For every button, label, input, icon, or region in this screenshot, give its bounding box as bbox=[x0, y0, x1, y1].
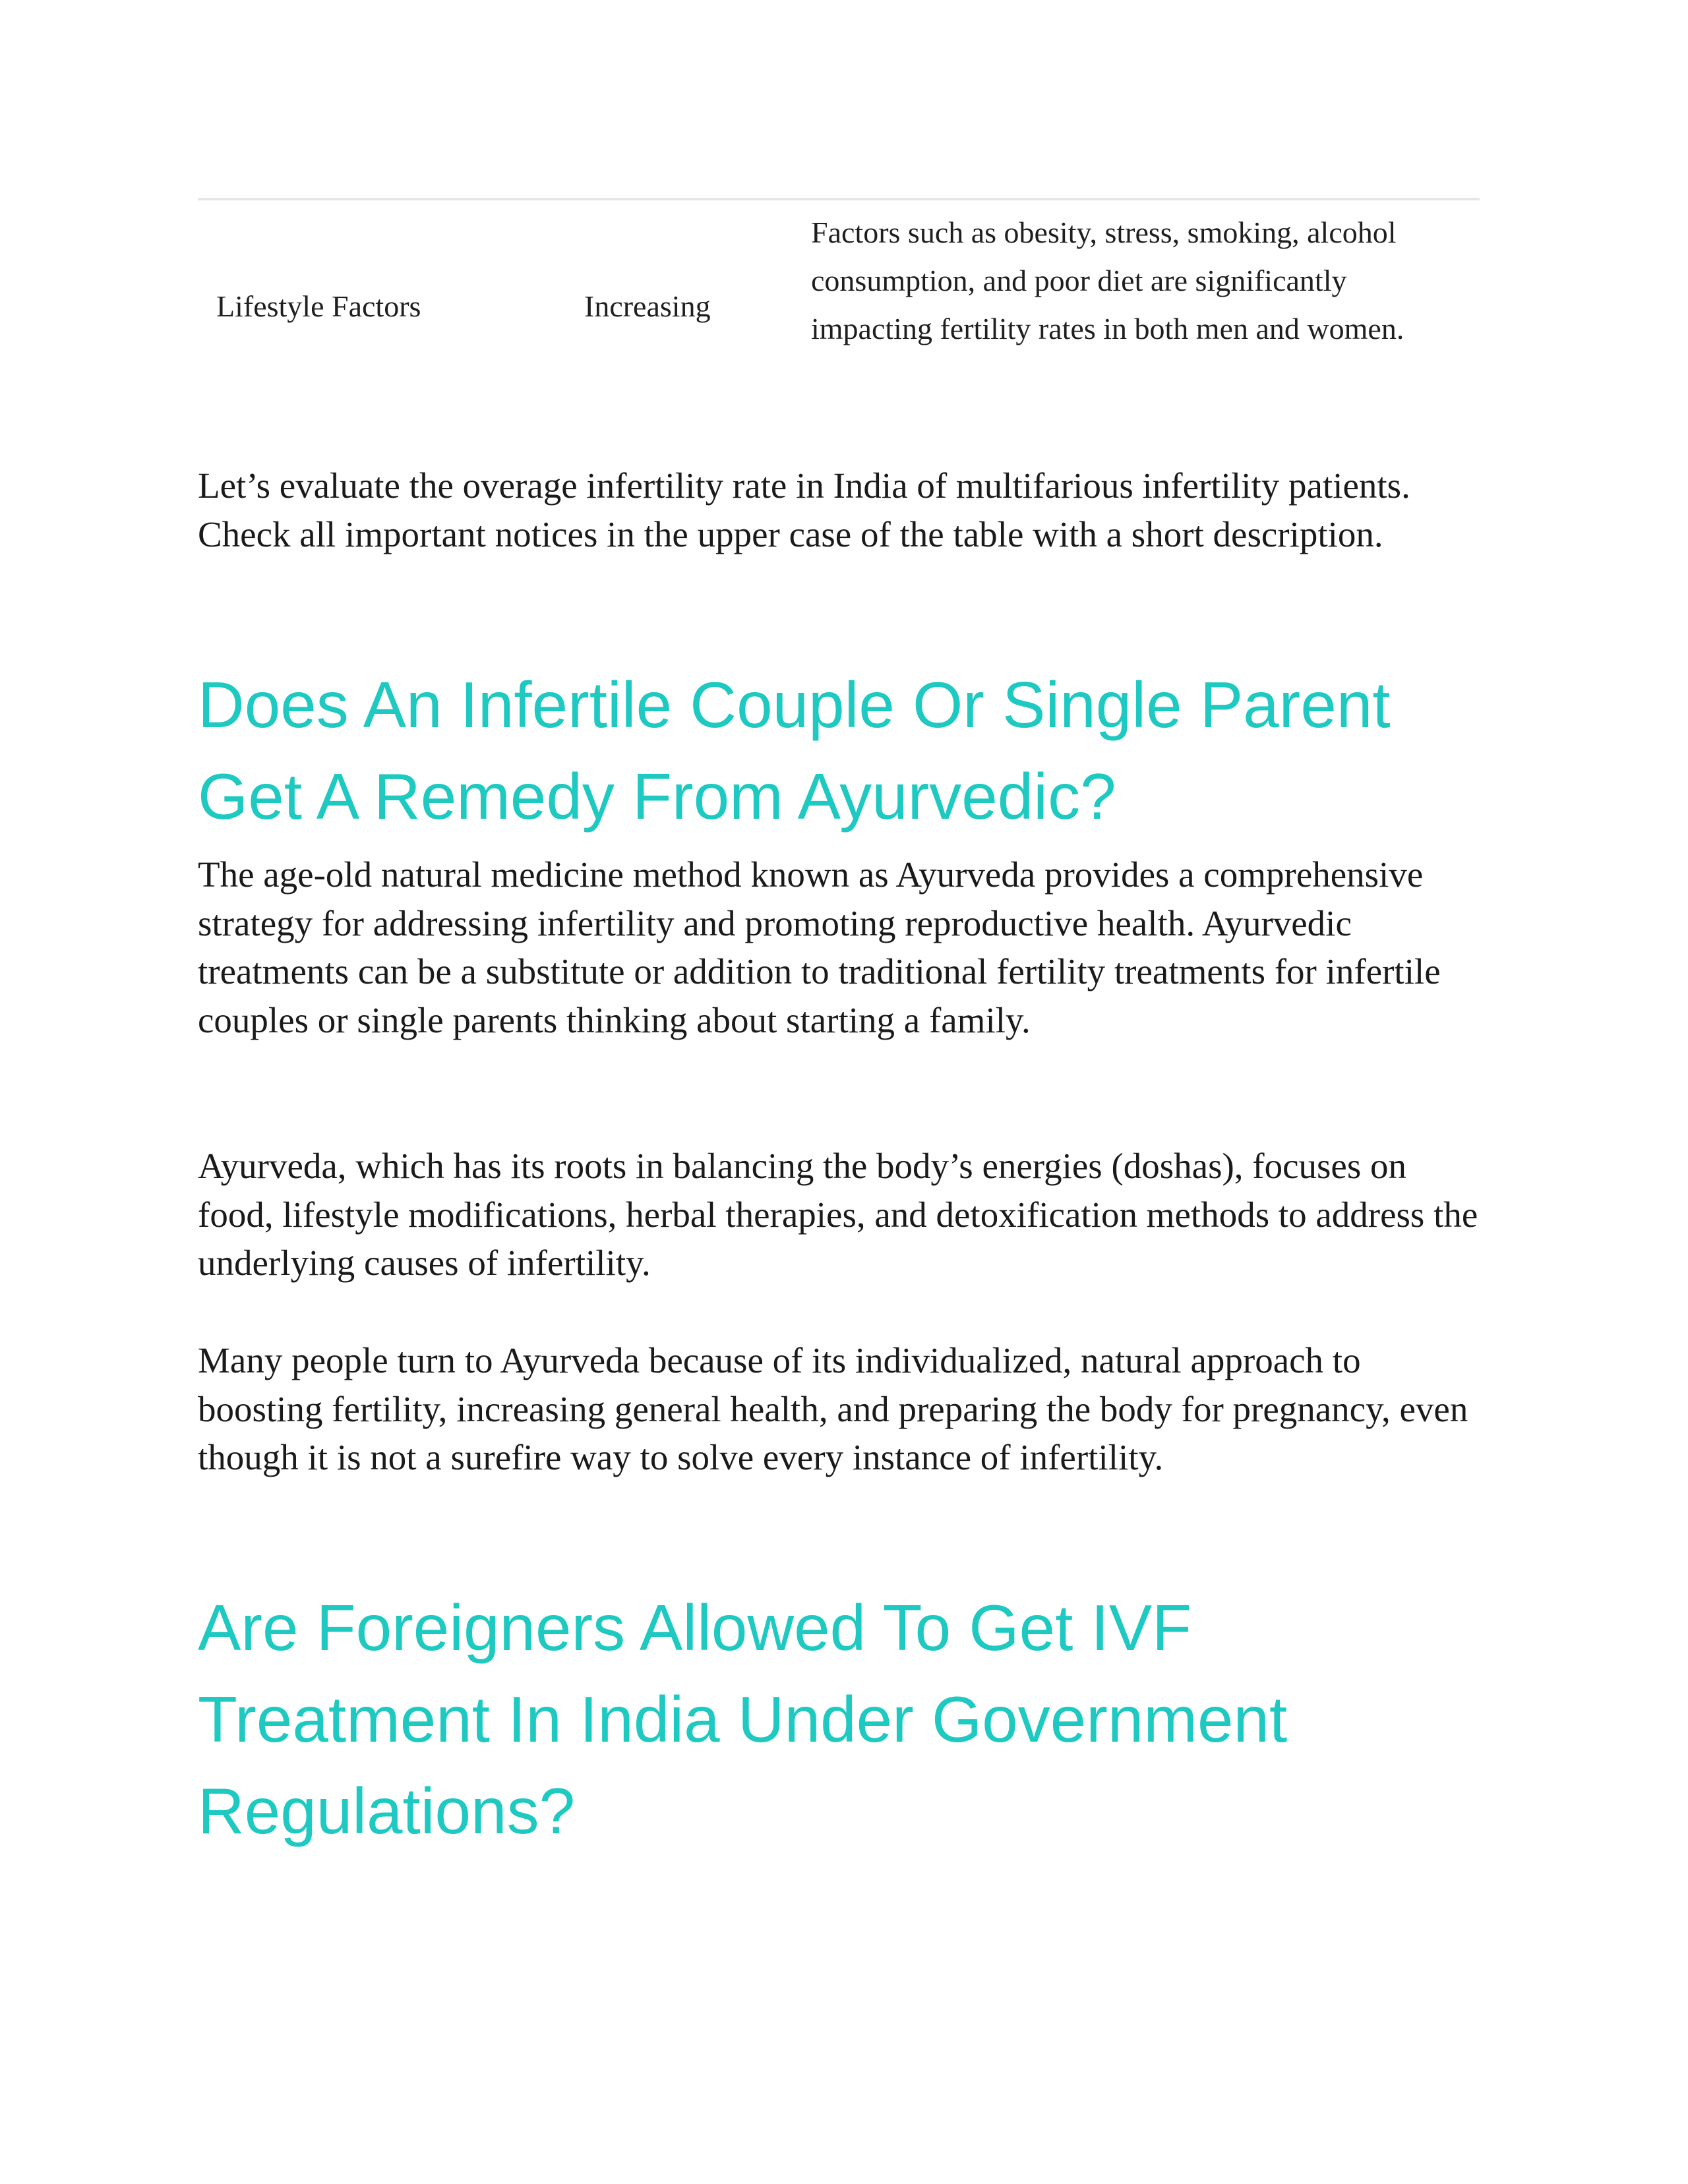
table-cell-description: Factors such as obesity, stress, smoking, alcohol consumption, and poor diet are significantly impacting fertility rates in both men and women. bbox=[811, 216, 1404, 345]
table-cell-factor: Lifestyle Factors bbox=[216, 289, 421, 323]
ayurveda-paragraph-2: Ayurveda, which has its roots in balancing the body’s energies (doshas), focuses on food, lifestyle modifications, herbal therapies, and detoxification methods to address the underlying causes of infertility. bbox=[198, 1146, 1478, 1283]
ayurveda-paragraph-1: The age-old natural medicine method known as Ayurveda provides a comprehensive strategy for addressing infertility and promoting reproductive health. Ayurvedic treatments can be a substitute or addition to traditional fertility treatments for infertile couples or single parents thinking about starting a family. bbox=[198, 854, 1441, 1040]
intro-paragraph: Let’s evaluate the overage infertility rate in India of multifarious infertility patients. Check all important notices in the upper case of the table with a short description. bbox=[198, 465, 1410, 554]
table-row bbox=[198, 200, 1480, 410]
section-heading-ayurveda: Does An Infertile Couple Or Single Parent Get A Remedy From Ayurvedic? bbox=[198, 668, 1391, 833]
ayurveda-paragraph-3: Many people turn to Ayurveda because of its individualized, natural approach to boosting fertility, increasing general health, and preparing the body for pregnancy, even though it is not a surefire way to solve every instance of infertility. bbox=[198, 1340, 1468, 1477]
document-page bbox=[198, 0, 1480, 2184]
section-heading-foreigners: Are Foreigners Allowed To Get IVF Treatment In India Under Government Regulations? bbox=[198, 1591, 1288, 1847]
table-cell-trend: Increasing bbox=[584, 289, 711, 323]
